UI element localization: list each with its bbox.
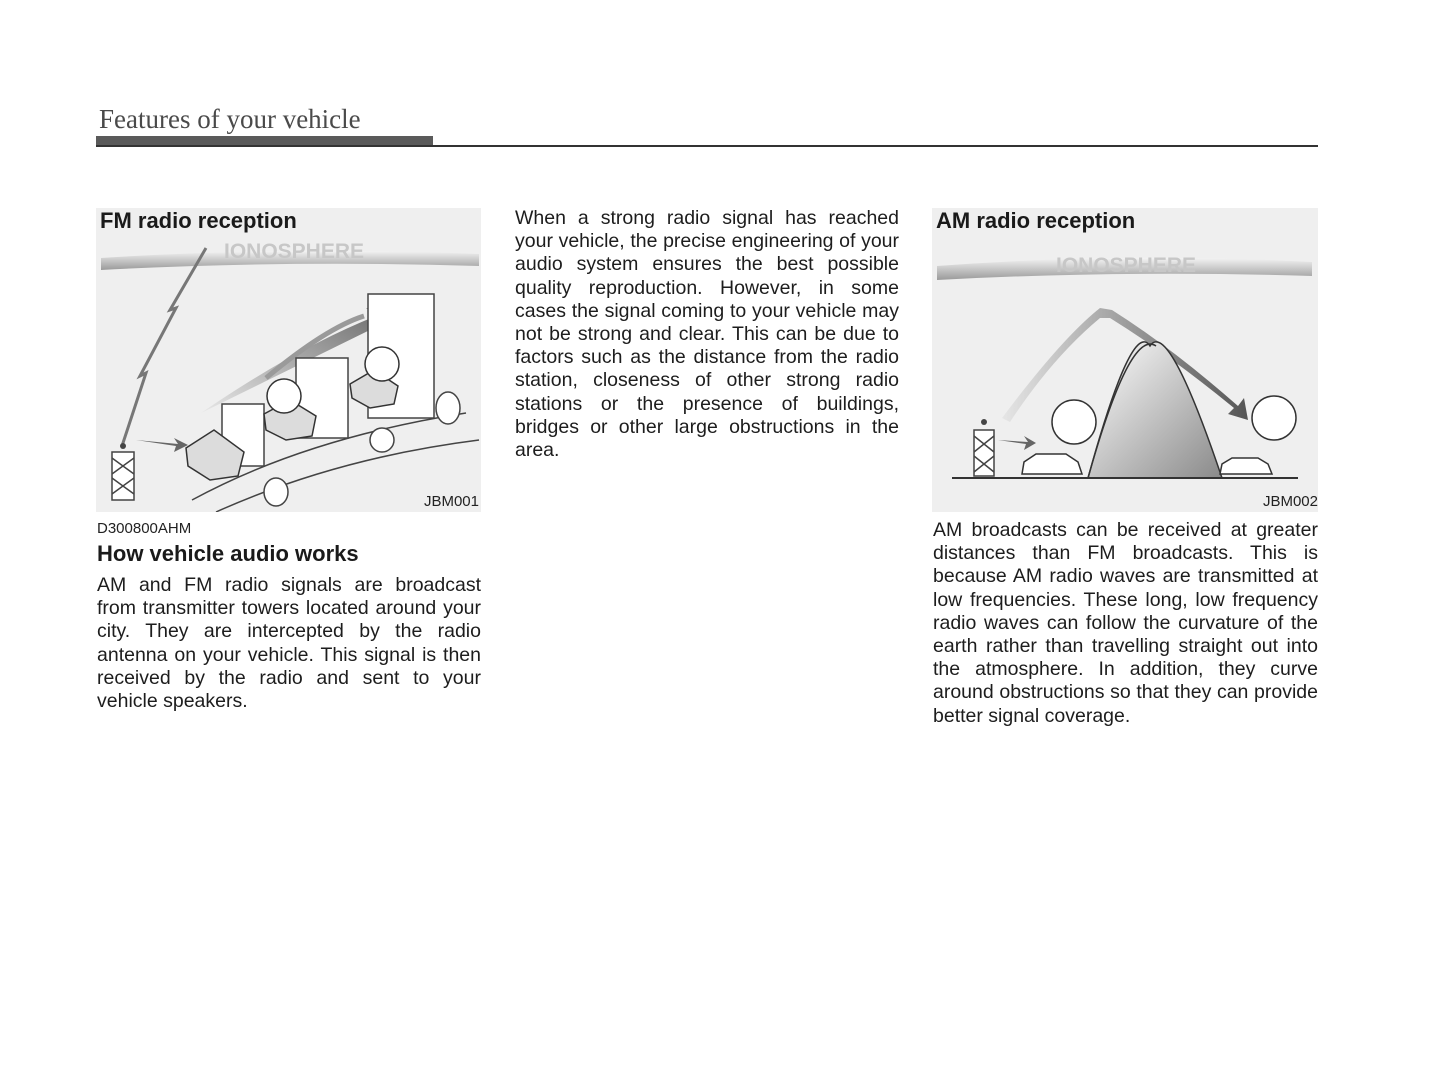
am-figure-title: AM radio reception bbox=[936, 208, 1136, 233]
fm-reception-illustration bbox=[96, 208, 481, 512]
am-reception-illustration bbox=[932, 208, 1318, 512]
fm-figure-title: FM radio reception bbox=[100, 208, 297, 233]
middle-column-paragraph: When a strong radio signal has reached your vehicle, the precise engineering of your audio system ensures the best possible quality reproduction. However, in some cases the signal coming to your vehicle may not be strong and clear. This can be due to factors such as the distance from the radio station, closeness of other strong radio stations or the presence of buildings, bridges or other large obstructions in the area. bbox=[515, 207, 899, 462]
right-column-paragraph: AM broadcasts can be received at greater distances than FM broadcasts. This is because AM radio waves are transmitted at low frequencies. These long, low frequency radio waves can follow the curvature of the earth rather than travelling straight out into the atmosphere. In addition, they curve around obstructions so that they can provide better signal coverage. bbox=[933, 519, 1318, 727]
page-header-title: Features of your vehicle bbox=[99, 104, 361, 134]
fm-signal-bolt bbox=[122, 248, 206, 446]
left-column-paragraph: AM and FM radio signals are broadcast from transmitter towers located around your city. They are intercepted by the radio antenna on your vehicle. This signal is then received by the radio and sent to your vehicle speakers. bbox=[97, 574, 481, 713]
section-heading: How vehicle audio works bbox=[97, 541, 359, 566]
am-reception-figure bbox=[932, 208, 1318, 512]
fm-reception-figure bbox=[96, 208, 481, 512]
am-ionosphere-label: IONOSPHERE bbox=[1056, 254, 1197, 277]
fm-ionosphere-label: IONOSPHERE bbox=[224, 240, 365, 263]
am-hill bbox=[1088, 342, 1222, 478]
section-code: D300800AHM bbox=[97, 520, 192, 537]
am-arrow-to-car bbox=[998, 436, 1036, 450]
fm-arrow-to-car bbox=[136, 438, 188, 452]
am-figure-code: JBM002 bbox=[1262, 493, 1318, 510]
header-rule bbox=[96, 145, 1318, 147]
am-transmitter-tower bbox=[974, 419, 994, 476]
fm-figure-code: JBM001 bbox=[423, 493, 479, 510]
fm-transmitter-tower bbox=[112, 443, 134, 500]
